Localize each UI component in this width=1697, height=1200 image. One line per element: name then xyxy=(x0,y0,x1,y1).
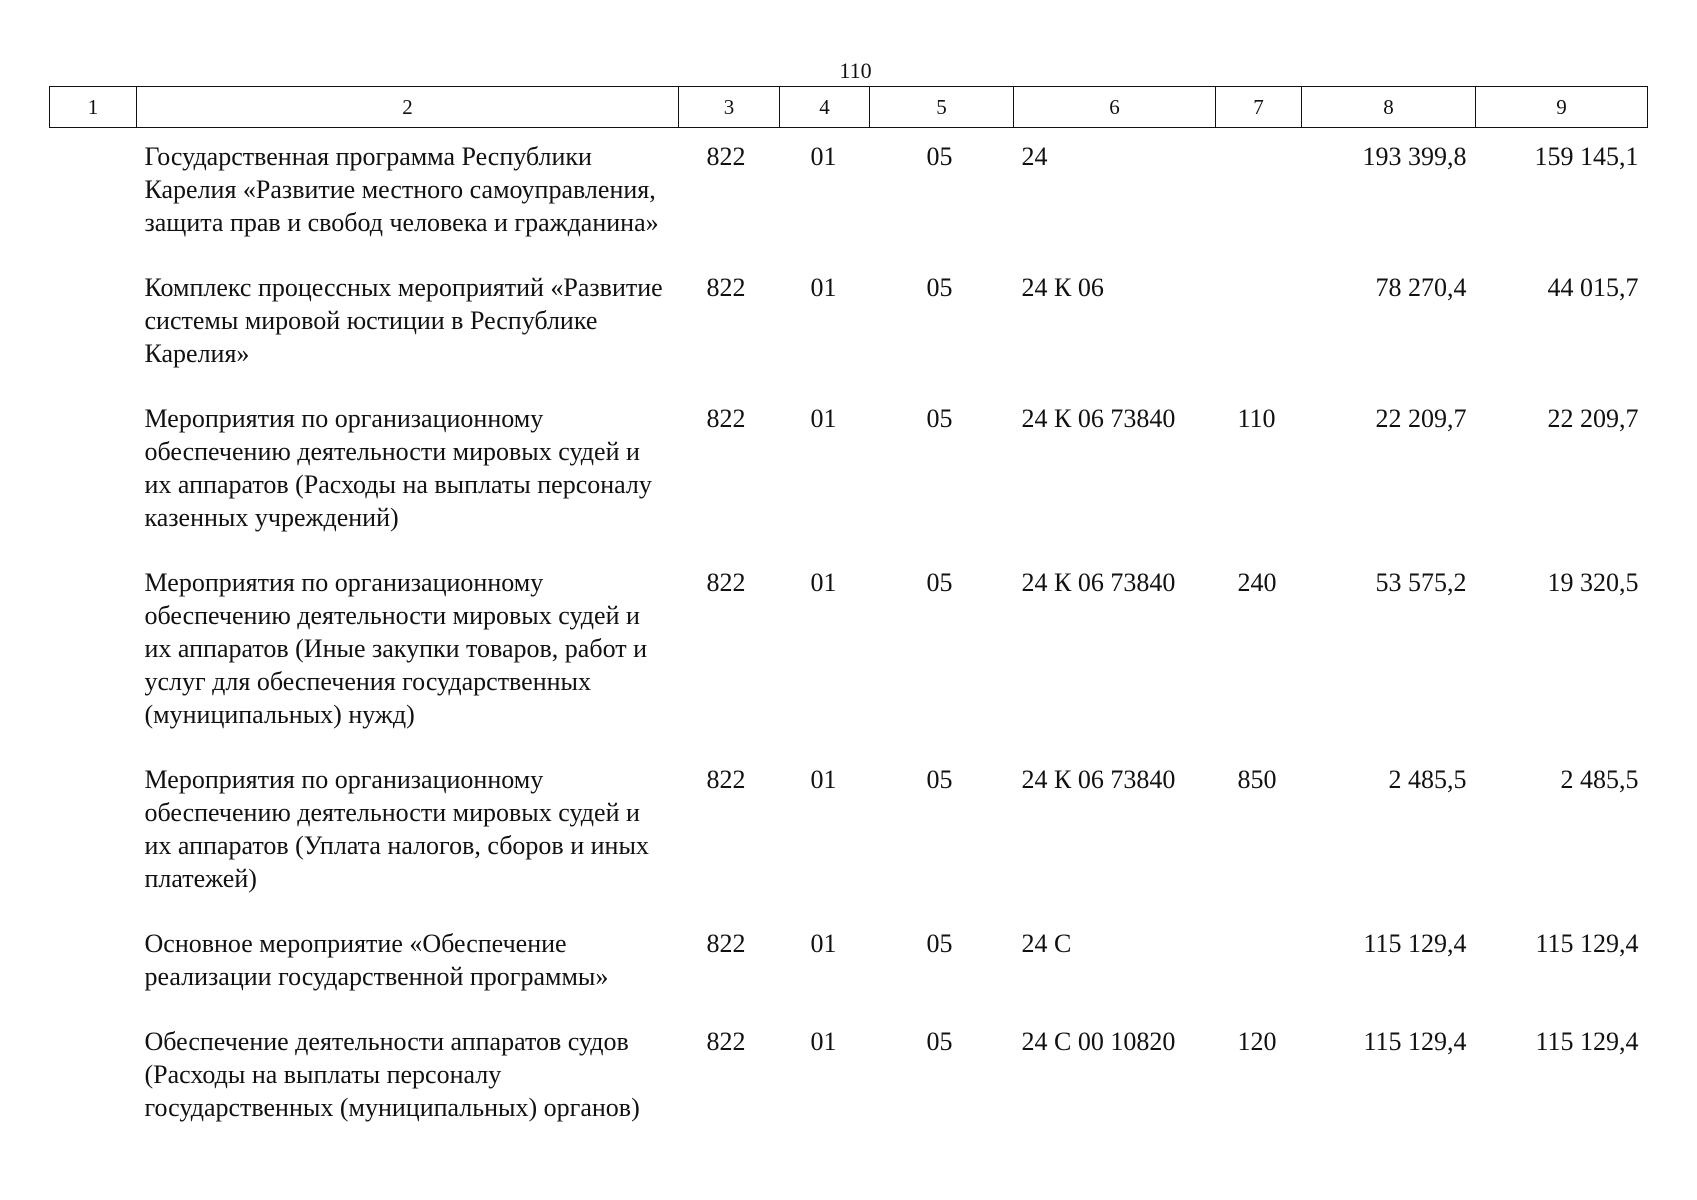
expense-type-code: 850 xyxy=(1237,765,1277,794)
expense-type-code: 120 xyxy=(1237,1027,1277,1056)
amount-col9: 159 145,1 xyxy=(1534,142,1639,171)
target-article-code: 24 К 06 73840 xyxy=(1021,404,1176,433)
expense-name: Мероприятия по организационному обеспечению деятельности мировых судей и их аппаратов (Иные закупки товаров, работ и услуг для обеспечения государственных (муниципальных) нужд) xyxy=(144,568,648,729)
expense-name: Мероприятия по организационному обеспечению деятельности мировых судей и их аппаратов (Расходы на выплаты персоналу казенных учреждений) xyxy=(144,404,652,532)
row-col1 xyxy=(50,747,137,911)
section-code: 01 xyxy=(810,1027,837,1056)
column-number-header: 3 xyxy=(679,87,780,128)
ministry-code: 822 xyxy=(706,1027,746,1056)
amount-col8: 115 129,4 xyxy=(1363,1027,1467,1056)
table-row xyxy=(50,128,1648,256)
row-col1 xyxy=(50,255,137,386)
column-number-header-row xyxy=(50,87,1648,128)
subsection-code: 05 xyxy=(926,142,953,171)
page-number: 110 xyxy=(839,58,872,83)
ministry-code: 822 xyxy=(706,142,746,171)
row-col1 xyxy=(50,386,137,550)
table-row xyxy=(50,255,1648,386)
target-article-code: 24 С xyxy=(1021,929,1072,958)
ministry-code: 822 xyxy=(706,404,746,433)
amount-col8: 2 485,5 xyxy=(1388,765,1467,794)
subsection-code: 05 xyxy=(926,404,953,433)
amount-col9: 19 320,5 xyxy=(1547,568,1639,597)
target-article-code: 24 С 00 10820 xyxy=(1021,1027,1176,1056)
section-code: 01 xyxy=(810,929,837,958)
target-article-code: 24 xyxy=(1021,142,1048,171)
subsection-code: 05 xyxy=(926,929,953,958)
section-code: 01 xyxy=(810,765,837,794)
amount-col9: 44 015,7 xyxy=(1547,273,1639,302)
amount-col8: 22 209,7 xyxy=(1375,404,1467,433)
section-code: 01 xyxy=(810,142,837,171)
row-col1 xyxy=(50,1009,137,1140)
table-row xyxy=(50,747,1648,911)
column-number-header: 2 xyxy=(137,87,679,128)
expense-type-code xyxy=(1216,911,1302,1009)
amount-col9: 115 129,4 xyxy=(1535,1027,1639,1056)
target-article-code: 24 К 06 73840 xyxy=(1021,568,1176,597)
amount-col9: 2 485,5 xyxy=(1560,765,1639,794)
amount-col9: 115 129,4 xyxy=(1535,929,1639,958)
expense-name: Обеспечение деятельности аппаратов судов (Расходы на выплаты персоналу государственных (муниципальных) органов) xyxy=(144,1027,640,1122)
column-number-header: 5 xyxy=(870,87,1014,128)
column-number-header: 4 xyxy=(780,87,870,128)
expense-name: Комплекс процессных мероприятий «Развитие системы мировой юстиции в Республике Карелия» xyxy=(144,273,663,368)
row-col1 xyxy=(50,911,137,1009)
ministry-code: 822 xyxy=(706,929,746,958)
amount-col8: 78 270,4 xyxy=(1375,273,1467,302)
ministry-code: 822 xyxy=(706,568,746,597)
table-row xyxy=(50,1009,1648,1140)
amount-col8: 115 129,4 xyxy=(1363,929,1467,958)
target-article-code: 24 К 06 xyxy=(1021,273,1104,302)
table-row xyxy=(50,911,1648,1009)
section-code: 01 xyxy=(810,568,837,597)
subsection-code: 05 xyxy=(926,1027,953,1056)
expense-name: Государственная программа Республики Карелия «Развитие местного самоуправления, защита прав и свобод человека и гражданина» xyxy=(144,142,659,237)
section-code: 01 xyxy=(810,273,837,302)
section-code: 01 xyxy=(810,404,837,433)
row-col1 xyxy=(50,550,137,747)
column-number-header: 9 xyxy=(1476,87,1648,128)
ministry-code: 822 xyxy=(706,765,746,794)
expense-name: Основное мероприятие «Обеспечение реализации государственной программы» xyxy=(144,929,609,991)
expense-type-code: 240 xyxy=(1237,568,1277,597)
expense-type-code xyxy=(1216,128,1302,256)
subsection-code: 05 xyxy=(926,765,953,794)
column-number-header: 8 xyxy=(1302,87,1476,128)
amount-col9: 22 209,7 xyxy=(1547,404,1639,433)
amount-col8: 53 575,2 xyxy=(1375,568,1467,597)
expense-type-code xyxy=(1216,255,1302,386)
row-col1 xyxy=(50,128,137,256)
table-row xyxy=(50,386,1648,550)
subsection-code: 05 xyxy=(926,568,953,597)
ministry-code: 822 xyxy=(706,273,746,302)
amount-col8: 193 399,8 xyxy=(1362,142,1467,171)
expense-type-code: 110 xyxy=(1237,404,1276,433)
target-article-code: 24 К 06 73840 xyxy=(1021,765,1176,794)
table-row xyxy=(50,550,1648,747)
column-number-header: 7 xyxy=(1216,87,1302,128)
column-number-header: 6 xyxy=(1014,87,1216,128)
budget-table xyxy=(49,86,1648,1140)
column-number-header: 1 xyxy=(50,87,137,128)
subsection-code: 05 xyxy=(926,273,953,302)
expense-name: Мероприятия по организационному обеспечению деятельности мировых судей и их аппаратов (Уплата налогов, сборов и иных платежей) xyxy=(144,765,649,893)
